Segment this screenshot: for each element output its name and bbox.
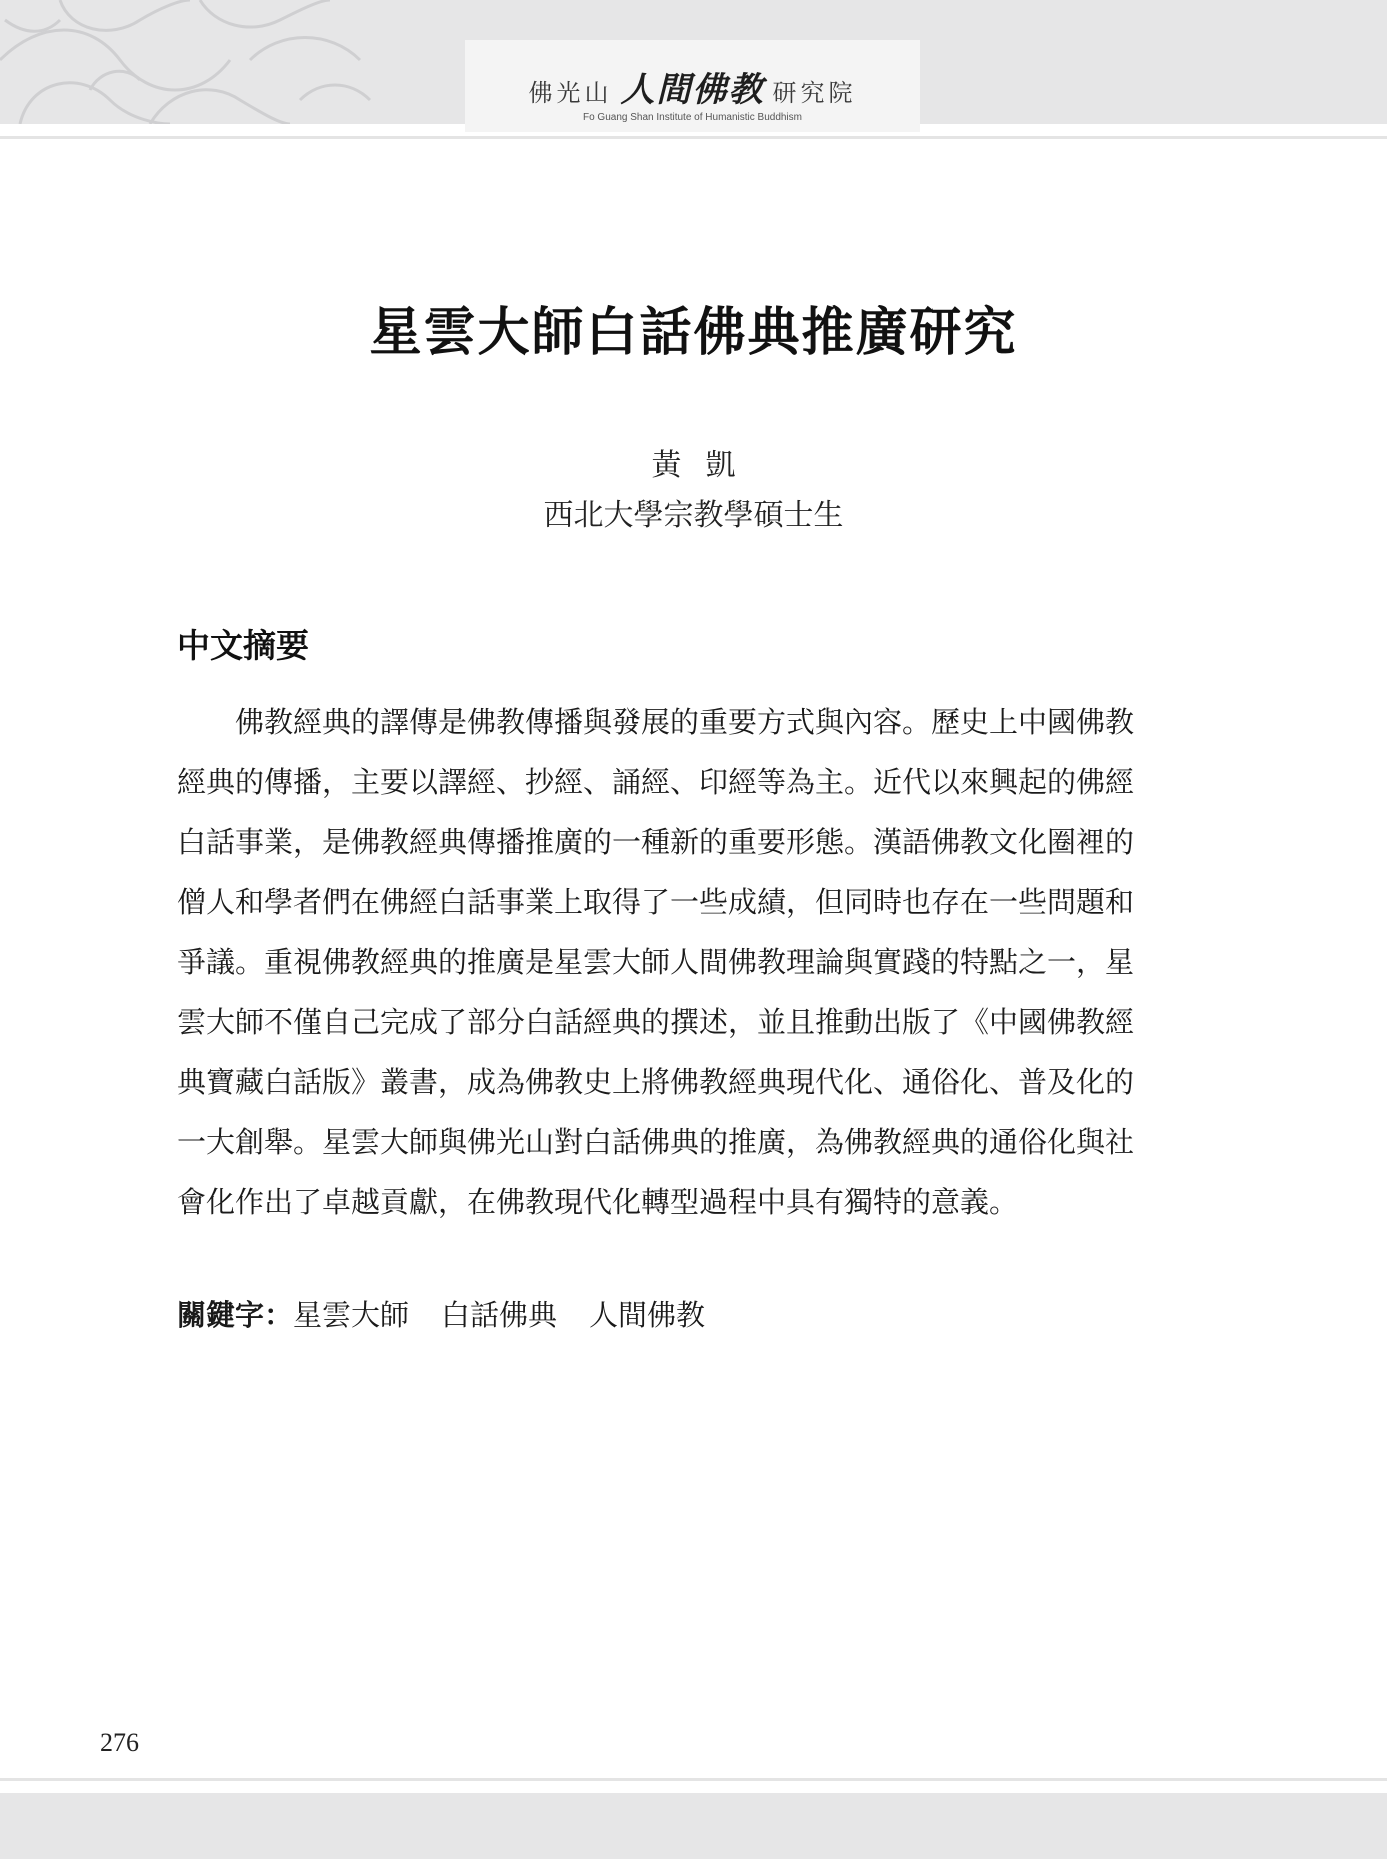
abstract-line: 雲大師不僅自己完成了部分白話經典的撰述，並且推動出版了《中國佛教經 <box>177 1005 1135 1039</box>
footer-band <box>0 1793 1387 1859</box>
header-divider <box>0 136 1387 139</box>
author-name <box>0 440 1387 484</box>
institute-brand: 人間佛教 <box>620 70 765 110</box>
institute-prefix: 佛光山 <box>528 79 613 107</box>
page-number: 276 <box>100 1728 139 1757</box>
keyword-item: 星雲大師 <box>293 1298 410 1332</box>
paper-title: 星雲大師白話佛典推廣研究 <box>369 302 1018 363</box>
institute-english-name: Fo Guang Shan Institute of Humanistic Buddhism <box>582 112 802 123</box>
institute-suffix: 研究院 <box>772 79 857 107</box>
institute-name <box>465 62 920 111</box>
abstract-line: 佛教經典的譯傳是佛教傳播與發展的重要方式與內容。歷史上中國佛教 <box>235 705 1135 739</box>
abstract-body <box>177 692 1201 1232</box>
keywords <box>177 1293 737 1334</box>
keyword-item: 人間佛教 <box>589 1298 706 1332</box>
keyword-item: 白話佛典 <box>441 1298 558 1332</box>
abstract-line: 白話事業，是佛教經典傳播推廣的一種新的重要形態。漢語佛教文化圈裡的 <box>177 825 1135 859</box>
abstract-line: 僧人和學者們在佛經白話事業上取得了一些成績，但同時也存在一些問題和 <box>177 885 1135 919</box>
keywords-label: 關鍵字： <box>177 1298 294 1332</box>
abstract-line: 典寶藏白話版》叢書，成為佛教史上將佛教經典現代化、通俗化、普及化的 <box>177 1065 1135 1099</box>
author-name-text: 黃凱 <box>651 448 760 483</box>
abstract-line: 一大創舉。星雲大師與佛光山對白話佛典的推廣，為佛教經典的通俗化與社 <box>177 1125 1135 1159</box>
abstract-line: 會化作出了卓越貢獻，在佛教現代化轉型過程中具有獨特的意義。 <box>177 1185 1019 1219</box>
header-logo-box <box>465 40 920 132</box>
header-band <box>0 0 1387 124</box>
lotus-pattern-icon <box>0 0 400 124</box>
abstract-line: 經典的傳播，主要以譯經、抄經、誦經、印經等為主。近代以來興起的佛經 <box>177 765 1135 799</box>
abstract-heading: 中文摘要 <box>177 626 309 665</box>
author-affiliation: 西北大學宗教學碩士生 <box>543 498 844 533</box>
abstract-line: 爭議。重視佛教經典的推廣是星雲大師人間佛教理論與實踐的特點之一，星 <box>177 945 1135 979</box>
footer-divider <box>0 1778 1387 1781</box>
